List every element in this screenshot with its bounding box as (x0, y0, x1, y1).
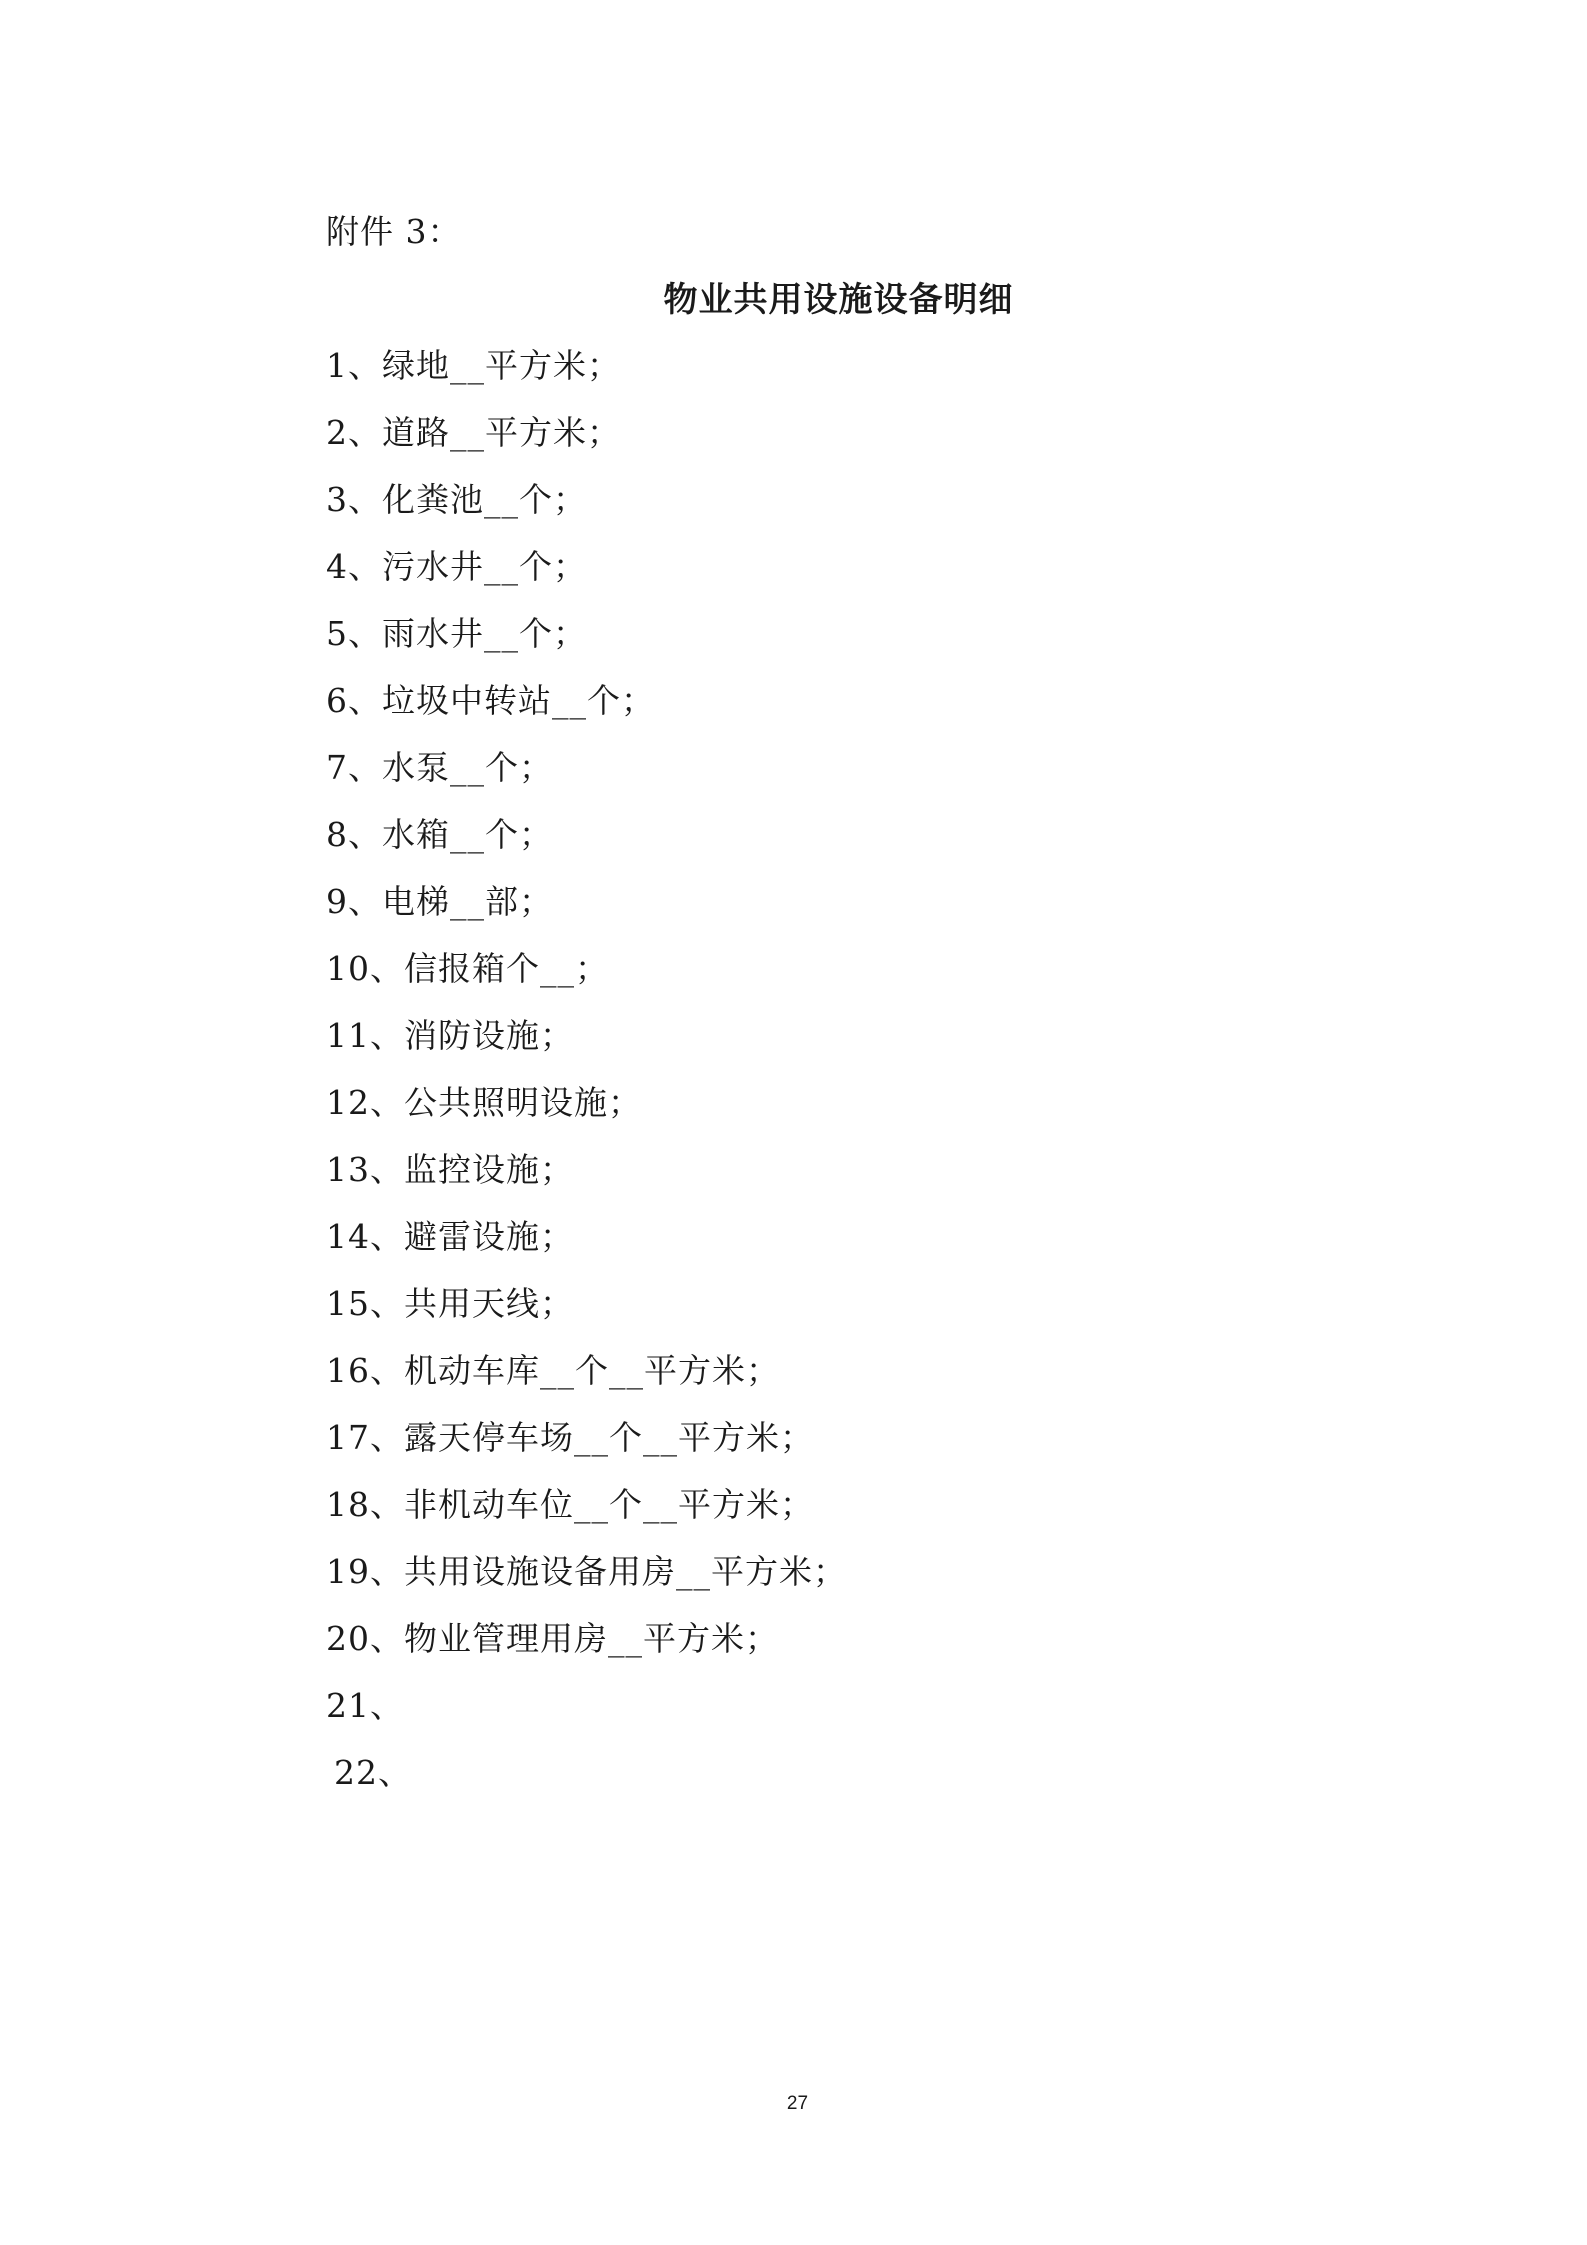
list-item: 5、雨水井__个； (326, 614, 587, 653)
list-item: 12、公共照明设施； (326, 1083, 642, 1122)
list-item: 1、绿地__平方米； (326, 346, 621, 385)
list-item: 7、水泵__个； (326, 748, 553, 787)
list-item: 9、电梯__部； (326, 882, 553, 921)
list-item: 22、 (334, 1753, 412, 1792)
page-number: 27 (786, 2093, 809, 2114)
list-item: 11、消防设施； (326, 1016, 574, 1055)
list-item: 8、水箱__个； (326, 815, 553, 854)
list-item: 18、非机动车位__个__平方米； (326, 1485, 814, 1524)
attachment-label: 附件 3： (326, 212, 462, 251)
document-title: 物业共用设施设备明细 (663, 280, 1014, 320)
list-item: 14、避雷设施； (326, 1217, 574, 1256)
list-item: 10、信报箱个__； (326, 949, 609, 988)
list-item: 2、道路__平方米； (326, 413, 621, 452)
list-item: 21、 (326, 1686, 404, 1725)
list-item: 15、共用天线； (326, 1284, 574, 1323)
facility-list (326, 342, 847, 1816)
list-item: 20、物业管理用房__平方米； (326, 1619, 779, 1658)
list-item: 3、化粪池__个； (326, 480, 587, 519)
list-item: 16、机动车库__个__平方米； (326, 1351, 780, 1390)
list-item: 17、露天停车场__个__平方米； (326, 1418, 814, 1457)
list-item: 13、监控设施； (326, 1150, 574, 1189)
list-item: 6、垃圾中转站__个； (326, 681, 655, 720)
list-item: 4、污水井__个； (326, 547, 587, 586)
list-item: 19、共用设施设备用房__平方米； (326, 1552, 847, 1591)
